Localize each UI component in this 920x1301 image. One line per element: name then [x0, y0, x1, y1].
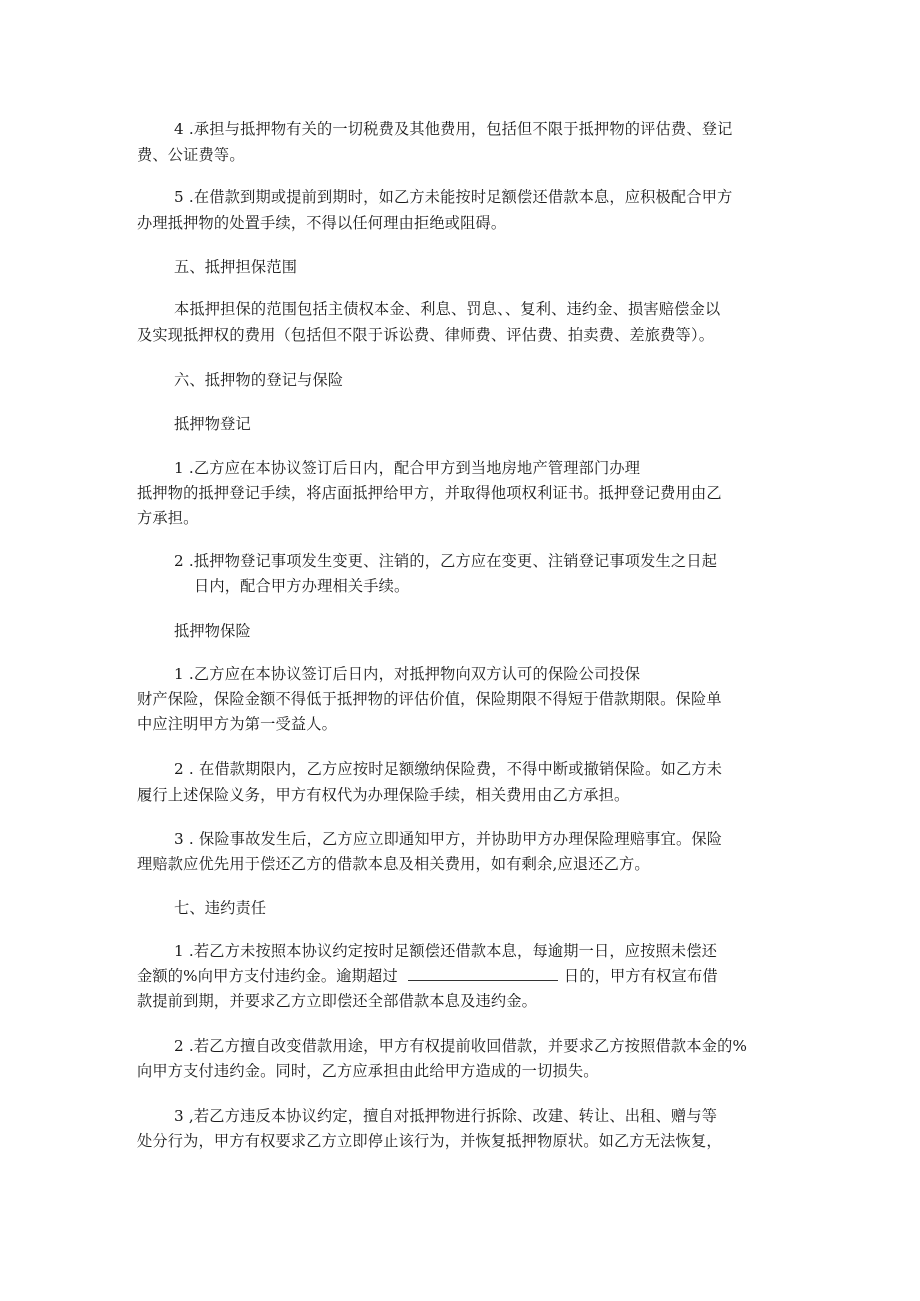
text-line: 费、公证费等。	[137, 146, 245, 164]
text-line: 履行上述保险义务，甲方有权代为办理保险手续，相关费用由乙方承担。	[137, 786, 630, 804]
text-line: 财产保险，保险金额不得低于抵押物的评估价值，保险期限不得短于借款期限。保险单	[137, 690, 722, 708]
text-line: 及实现抵押权的费用（包括但不限于诉讼费、律师费、评估费、拍卖费、差旅费等）。	[137, 326, 715, 344]
text-segment: 日的，甲方有权宣布借	[563, 967, 718, 985]
section-heading: 六、抵押物的登记与保险	[174, 371, 344, 389]
text-line: 2 .若乙方擅自改变借款用途，甲方有权提前收回借款，并要求乙方按照借款本金的%	[174, 1037, 748, 1055]
text-line: 日内，配合甲方办理相关手续。	[194, 577, 410, 595]
text-segment: 金额的%向甲方支付违约金。逾期超过	[137, 967, 398, 985]
text-line	[137, 966, 718, 986]
text-line: 款提前到期，并要求乙方立即偿还全部借款本息及违约金。	[137, 992, 538, 1010]
text-line: 3 . 保险事故发生后，乙方应立即通知甲方，并协助甲方办理保险理赔事宜。保险	[174, 830, 723, 848]
text-line: 向甲方支付违约金。同时，乙方应承担由此给甲方造成的一切损失。	[137, 1062, 599, 1080]
blank-field	[408, 966, 558, 981]
text-line: 5 .在借款到期或提前到期时，如乙方未能按时足额偿还借款本息，应积极配合甲方	[174, 188, 733, 206]
section-heading: 五、抵押担保范围	[174, 258, 298, 276]
text-line: 1 .乙方应在本协议签订后日内，配合甲方到当地房地产管理部门办理	[174, 459, 641, 477]
text-line: 1 .乙方应在本协议签订后日内，对抵押物向双方认可的保险公司投保	[174, 665, 641, 683]
text-line: 4 .承担与抵押物有关的一切税费及其他费用，包括但不限于抵押物的评估费、登记	[174, 120, 733, 138]
section-heading: 七、违约责任	[174, 899, 267, 917]
subsection-heading: 抵押物保险	[174, 622, 251, 640]
text-line: 本抵押担保的范围包括主债权本金、利息、罚息、、复利、违约金、损害赔偿金以	[174, 300, 721, 318]
text-line: 2 . 在借款期限内，乙方应按时足额缴纳保险费，不得中断或撤销保险。如乙方未	[174, 760, 723, 778]
text-line: 2 .抵押物登记事项发生变更、注销的，乙方应在变更、注销登记事项发生之日起	[174, 552, 718, 570]
text-line: 中应注明甲方为第一受益人。	[137, 715, 338, 733]
text-line: 方承担。	[137, 509, 199, 527]
text-line: 处分行为，甲方有权要求乙方立即停止该行为，并恢复抵押物原状。如乙方无法恢复，	[137, 1132, 722, 1150]
text-line: 3 ,若乙方违反本协议约定，擅自对抵押物进行拆除、改建、转让、出租、赠与等	[174, 1107, 718, 1125]
text-line: 理赔款应优先用于偿还乙方的借款本息及相关费用，如有剩余,应退还乙方。	[137, 855, 650, 873]
subsection-heading: 抵押物登记	[174, 415, 251, 433]
text-line: 办理抵押物的处置手续，不得以任何理由拒绝或阻碍。	[137, 214, 507, 232]
text-line: 1 .若乙方未按照本协议约定按时足额偿还借款本息，每逾期一日，应按照未偿还	[174, 942, 718, 960]
text-line: 抵押物的抵押登记手续，将店面抵押给甲方，并取得他项权利证书。抵押登记费用由乙	[137, 484, 722, 502]
